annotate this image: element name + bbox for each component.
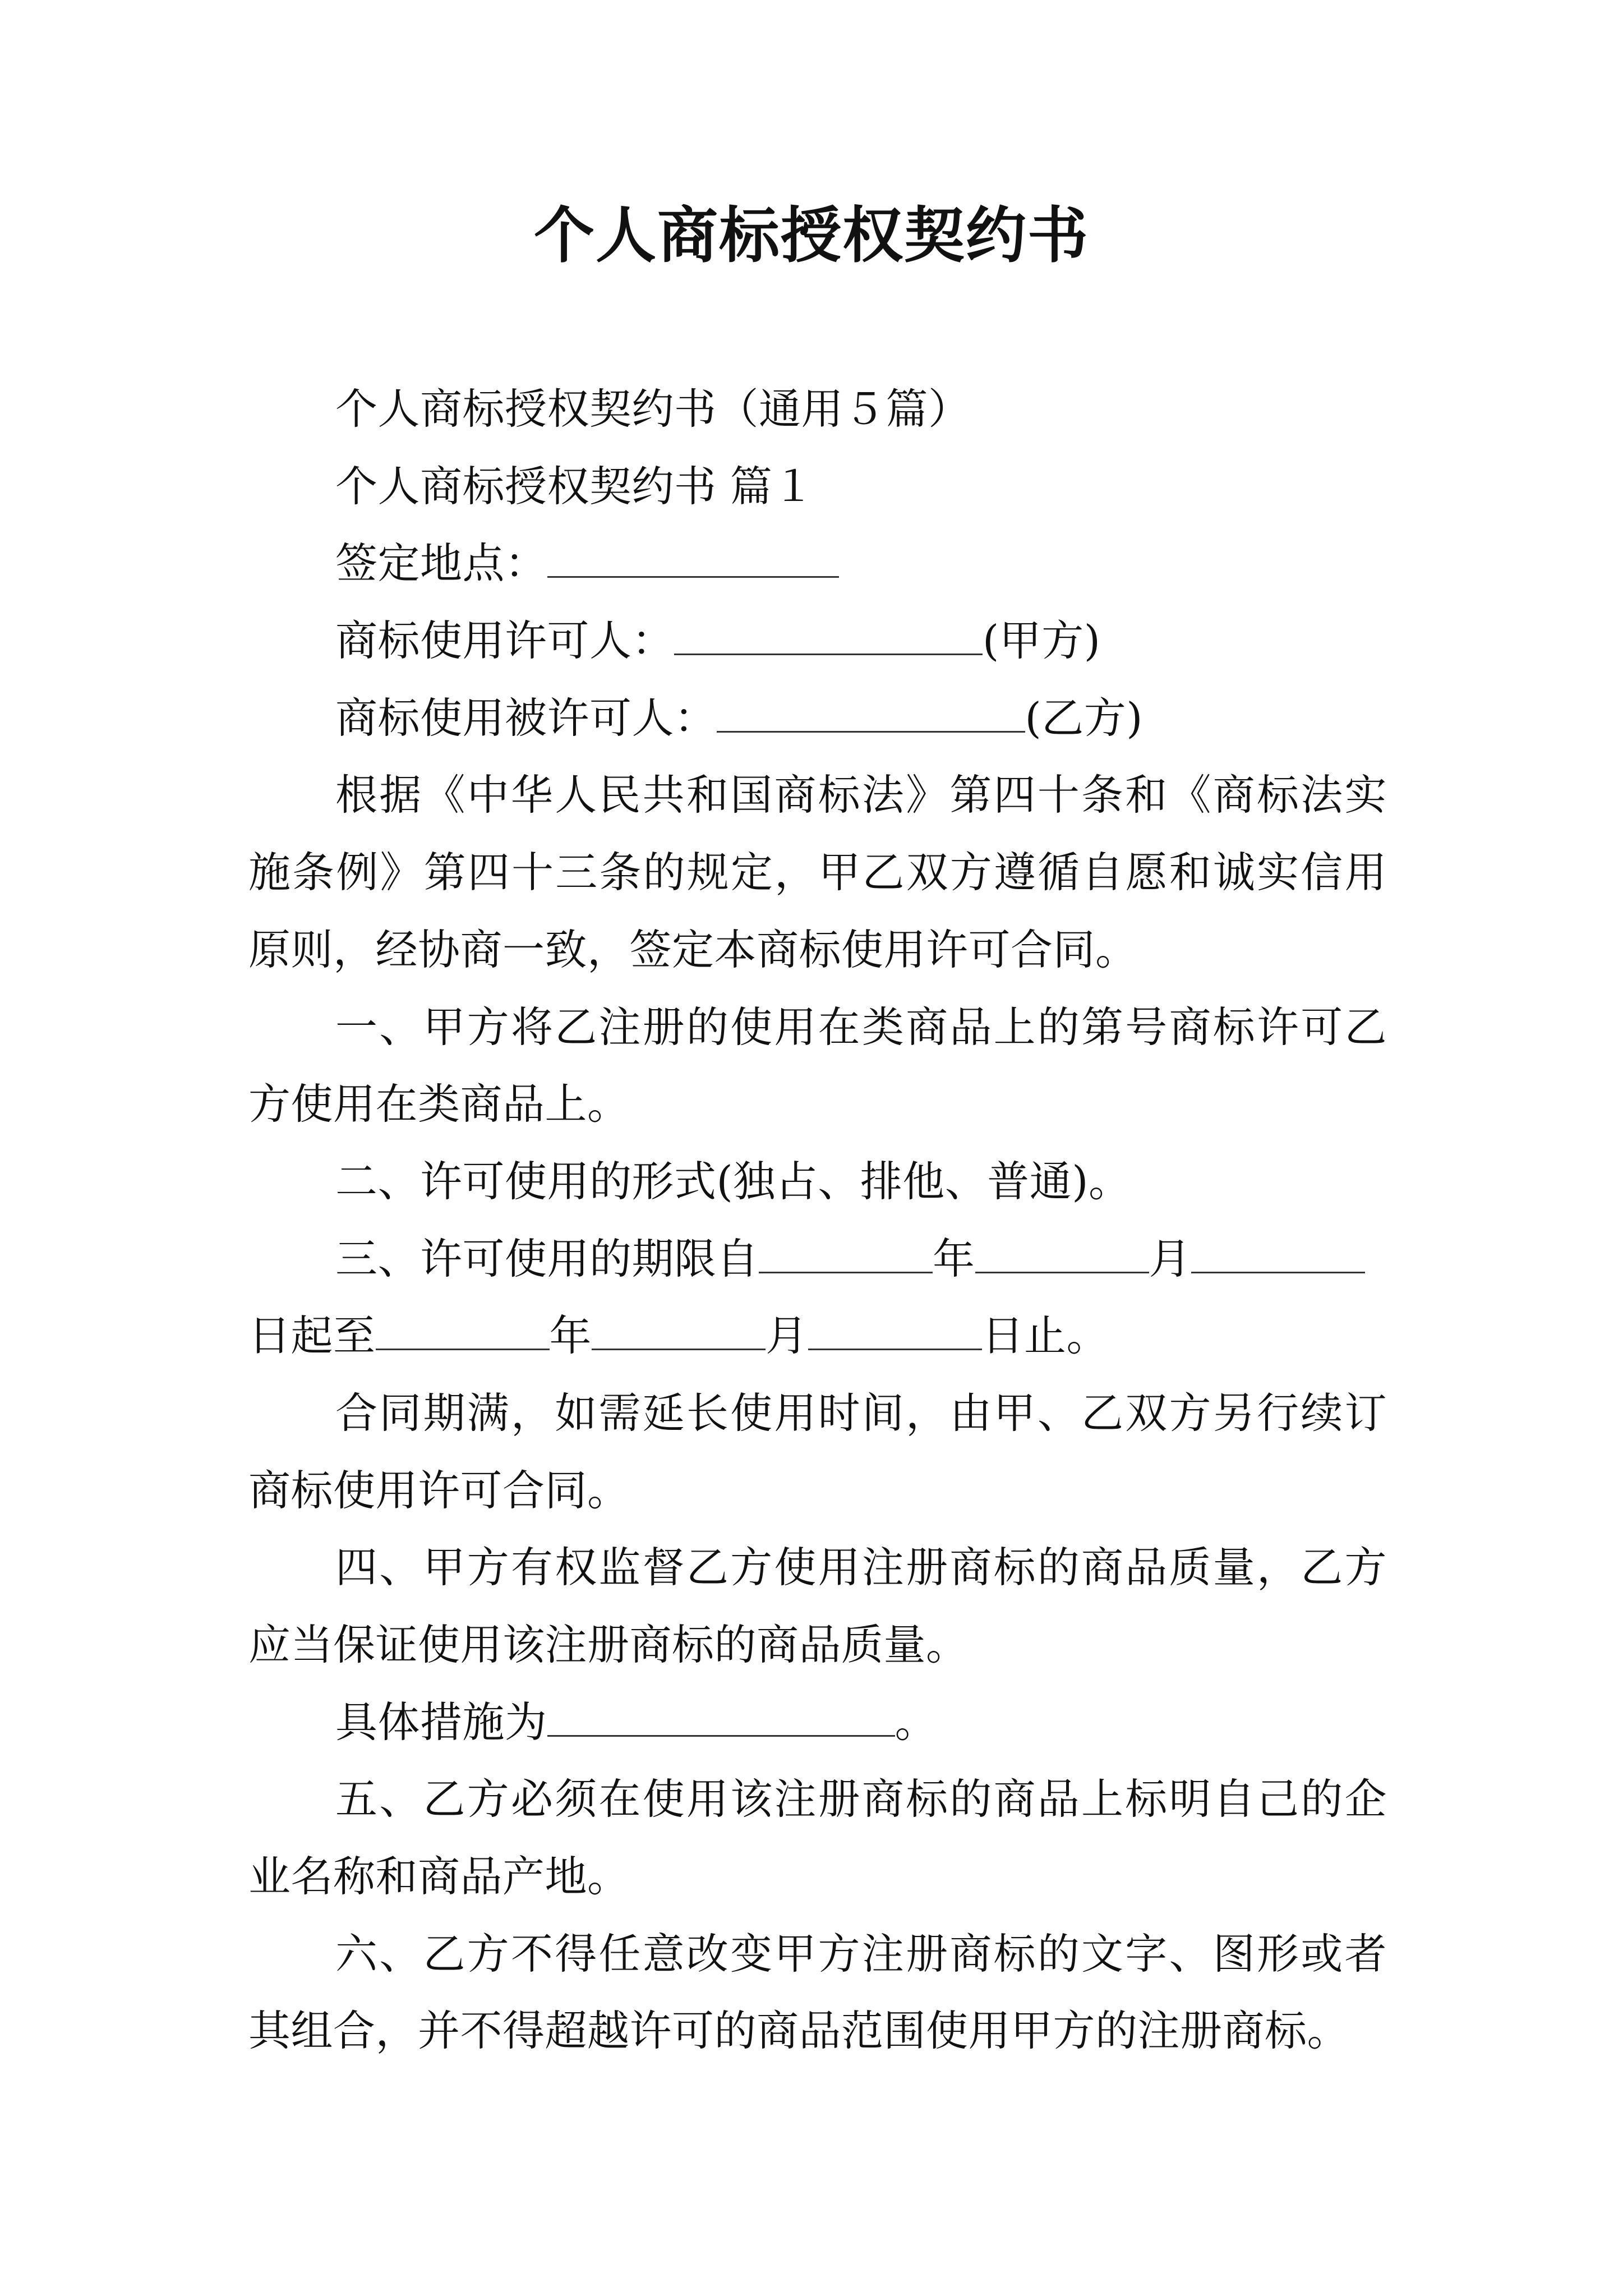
clause-5-line-2: 业名称和商品产地。 xyxy=(248,1852,630,1902)
end-month-label: 月 xyxy=(766,1311,808,1361)
end-day-label: 日止。 xyxy=(981,1311,1109,1361)
start-month-label: 月 xyxy=(1149,1234,1192,1283)
end-year-blank xyxy=(376,1309,550,1350)
sign-place-blank xyxy=(547,537,839,578)
start-day-blank xyxy=(1191,1232,1365,1273)
clause-5-line-1: 五、乙方必须在使用该注册商标的商品上标明自己的企 xyxy=(335,1774,1387,1824)
clause-4-line-1: 四、甲方有权监督乙方使用注册商标的商品质量，乙方 xyxy=(335,1543,1387,1593)
start-year-label: 年 xyxy=(933,1234,975,1283)
clause-4-line-2: 应当保证使用该注册商标的商品质量。 xyxy=(248,1620,969,1669)
clause-3-line-2 xyxy=(248,1297,1387,1375)
end-year-label: 年 xyxy=(549,1311,592,1361)
clause-3-line-1 xyxy=(248,1221,1387,1298)
document-body xyxy=(248,371,1387,2070)
document-title: 个人商标授权契约书 xyxy=(533,200,1089,271)
document-subtitle: 个人商标授权契约书（通用５篇） xyxy=(335,384,971,434)
licensor-label: 商标使用许可人： xyxy=(335,616,675,666)
licensor-line xyxy=(248,602,1387,680)
licensor-suffix: (甲方) xyxy=(983,616,1101,666)
measures-label: 具体措施为 xyxy=(335,1697,547,1747)
licensee-line xyxy=(248,680,1387,757)
licensor-blank xyxy=(674,614,983,655)
preamble-line-2: 施条例》第四十三条的规定，甲乙双方遵循自愿和诚实信用 xyxy=(248,848,1387,898)
start-year-blank xyxy=(759,1232,933,1273)
clause-2: 二、许可使用的形式(独占、排他、普通)。 xyxy=(335,1156,1131,1206)
preamble-line-1: 根据《中华人民共和国商标法》第四十条和《商标法实 xyxy=(335,770,1387,820)
licensee-blank xyxy=(717,692,1025,733)
clause-6-line-2: 其组合，并不得超越许可的商品范围使用甲方的注册商标。 xyxy=(248,2006,1350,2056)
renewal-line-2: 商标使用许可合同。 xyxy=(248,1465,630,1515)
licensee-suffix: (乙方) xyxy=(1025,693,1144,743)
end-month-blank xyxy=(592,1309,766,1350)
preamble-line-3: 原则，经协商一致，签定本商标使用许可合同。 xyxy=(248,924,1138,974)
clause-1-line-1: 一、甲方将乙注册的使用在类商品上的第号商标许可乙 xyxy=(335,1002,1387,1052)
section-heading: 个人商标授权契约书 篇１ xyxy=(335,461,815,511)
clause-3-until: 日起至 xyxy=(248,1311,376,1361)
sign-place-line xyxy=(248,525,1387,602)
start-month-blank xyxy=(975,1232,1149,1273)
measures-blank xyxy=(547,1696,895,1737)
licensee-label: 商标使用被许可人： xyxy=(335,693,717,743)
clause-6-line-1: 六、乙方不得任意改变甲方注册商标的文字、图形或者 xyxy=(335,1929,1387,1978)
measures-line xyxy=(248,1684,1387,1761)
clause-1-line-2: 方使用在类商品上。 xyxy=(248,1079,630,1129)
renewal-line-1: 合同期满，如需延长使用时间，由甲、乙双方另行续订 xyxy=(335,1388,1387,1438)
end-day-blank xyxy=(808,1309,982,1350)
measures-end: 。 xyxy=(895,1697,938,1747)
clause-3-prefix: 三、许可使用的期限自 xyxy=(335,1234,759,1283)
sign-place-label: 签定地点： xyxy=(335,539,547,588)
